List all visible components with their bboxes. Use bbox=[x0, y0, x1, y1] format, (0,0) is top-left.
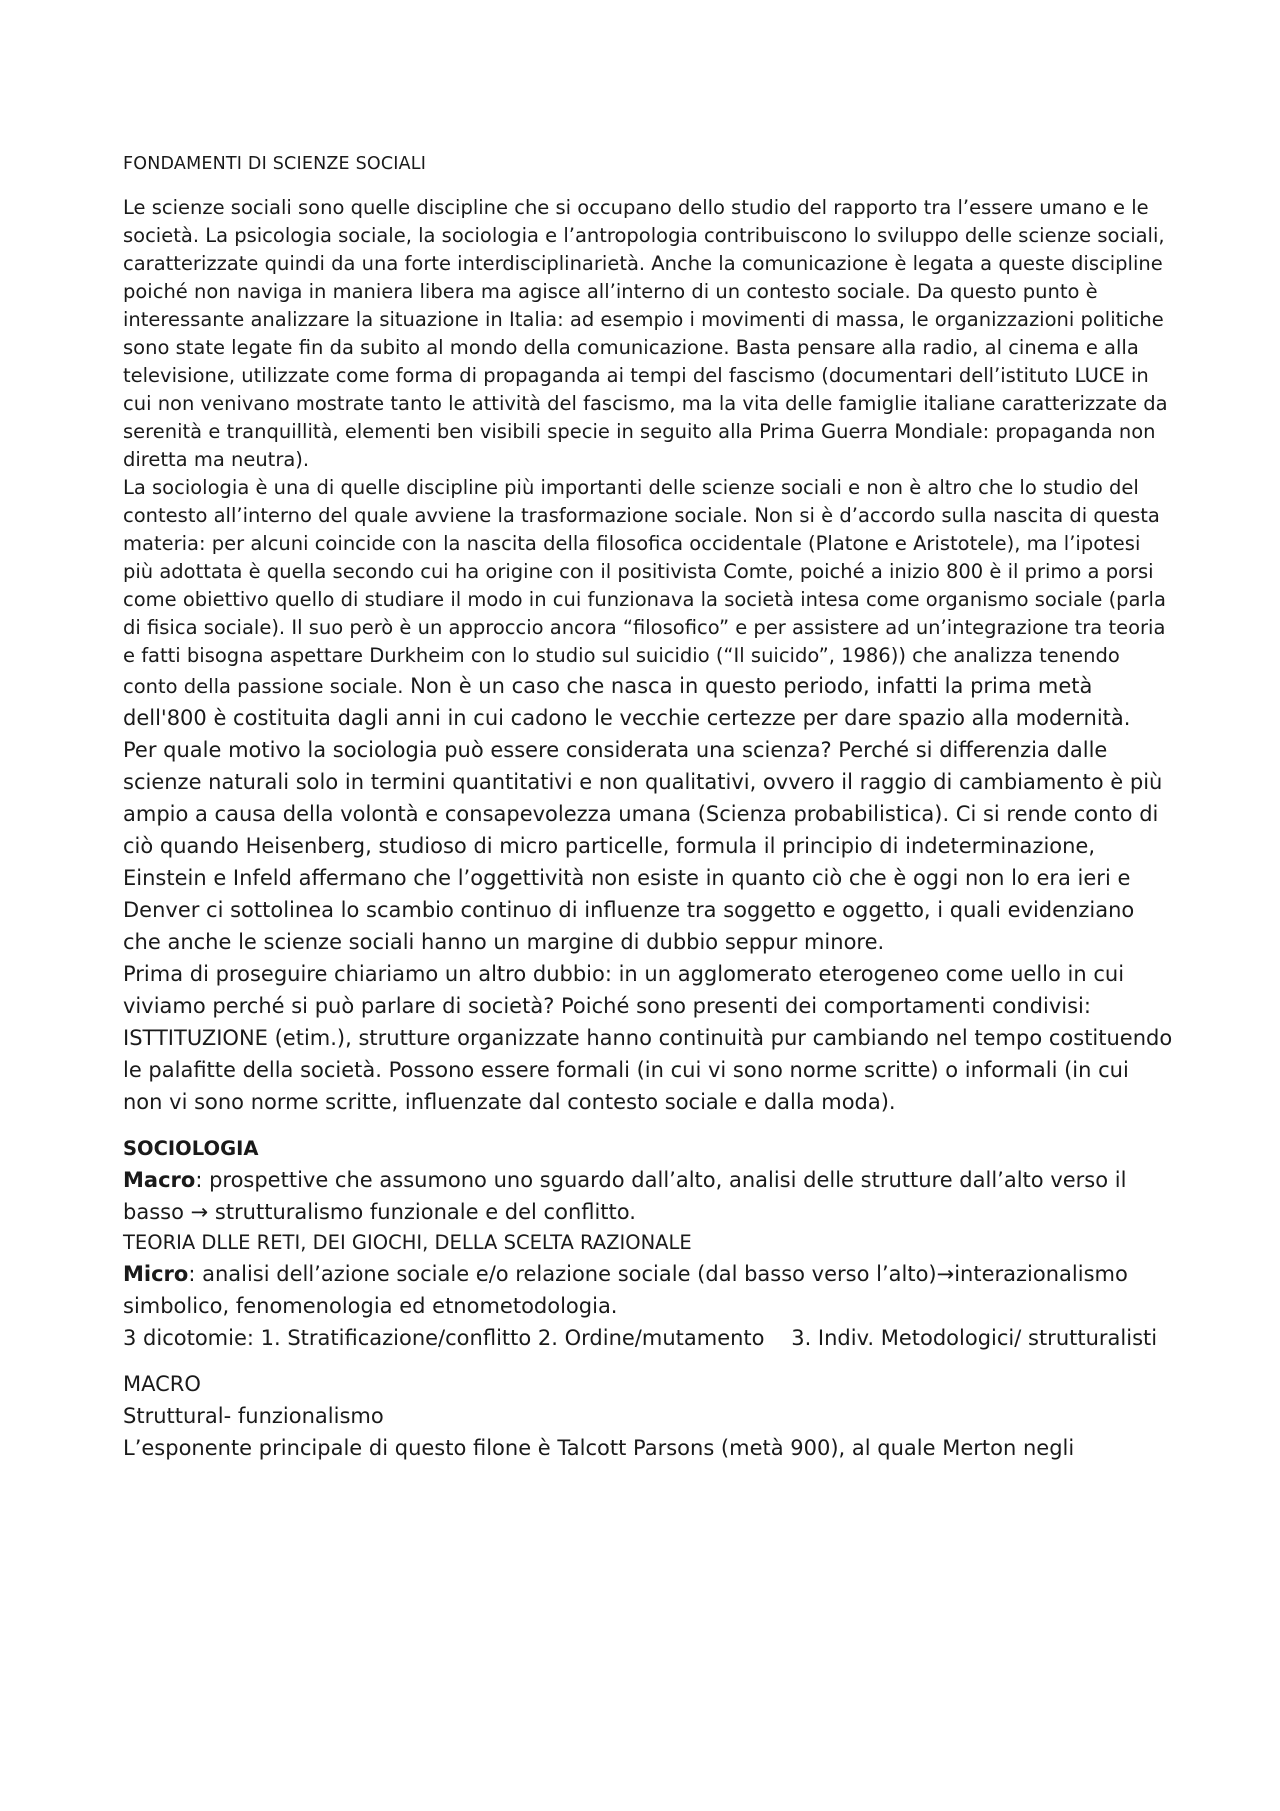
macro-section-text: L’esponente principale di questo filone è Talcott Parsons (metà 900), al quale Merton negli bbox=[123, 1436, 1075, 1460]
sociologia-heading: SOCIOLOGIA bbox=[123, 1137, 259, 1160]
paragraph-intro: Le scienze sociali sono quelle discipline che si occupano dello studio del rapporto tra l’essere umano e le società. La psicologia sociale, la sociologia e l’antropologia contribuiscono lo sviluppo delle scienze sociali, caratterizzate quindi da una forte interdisciplinarietà. Anche la comunicazione è legata a queste discipline poiché non naviga in maniera libera ma agisce all’interno di un contesto sociale. Da questo punto è interessante analizzare la situazione in Italia: ad esempio i movimenti di massa, le organizzazioni politiche sono state legate fin da subito al mondo della comunicazione. Basta pensare alla radio, al cinema e alla televisione, utilizzate come forma di propaganda ai tempi del fascismo (documentari dell’istituto LUCE in cui non venivano mostrate tanto le attività del fascismo, ma la vita delle famiglie italiane caratterizzate da serenità e tranquillità, elementi ben visibili specie in seguito alla Prima Guerra Mondiale: propaganda non diretta ma neutra). bbox=[123, 196, 1168, 471]
macro-definition bbox=[123, 1164, 1173, 1228]
paragraph-sociologia-origins-part-a: La sociologia è una di quelle discipline più importanti delle scienze sociali e non è altro che lo studio del contesto all’interno del quale avviene la trasformazione sociale. Non si è d’accordo sulla nascita di questa materia: per alcuni coincide con la nascita della filosofica occidentale (Platone e Aristotele), ma l’ipotesi più adottata è quella secondo cui ha origine con il positivista Comte, poiché a inizio 800 è il primo a porsi come obiettivo quello di studiare il modo in cui funzionava la società intesa come organismo sociale (parla di fisica sociale). Il suo però è un approccio ancora “filosofico” e per assistere ad un’integrazione tra teoria e fatti bisogna aspettare Durkheim con lo studio sul suicidio (“Il suicido”, 1986)) che analizza tenendo conto della passione sociale. bbox=[123, 476, 1166, 698]
document-page bbox=[123, 150, 1173, 1464]
micro-text: : analisi dell’azione sociale e/o relazione sociale (dal basso verso l’alto)→interazionalismo simbolico, fenomenologia ed etnometodologia. bbox=[123, 1262, 1128, 1318]
document-title: FONDAMENTI DI SCIENZE SOCIALI bbox=[123, 154, 427, 174]
macro-label: Macro bbox=[123, 1168, 196, 1192]
micro-definition bbox=[123, 1258, 1173, 1322]
theory-line: TEORIA DLLE RETI, DEI GIOCHI, DELLA SCELTA RAZIONALE bbox=[123, 1231, 692, 1254]
paragraph-sociologia-origins-part-b: Non è un caso che nasca in questo periodo, infatti la prima metà dell'800 è costituita dagli anni in cui cadono le vecchie certezze per dare spazio alla modernità. bbox=[123, 674, 1131, 730]
paragraph-istituzione: Prima di proseguire chiariamo un altro dubbio: in un agglomerato eterogeneo come uello in cui viviamo perché si può parlare di società? Poiché sono presenti dei comportamenti condivisi: ISTTITUZIONE (etim.), strutture organizzate hanno continuità pur cambiando nel tempo costituendo le palafitte della società. Possono essere formali (in cui vi sono norme scritte) o informali (in cui non vi sono norme scritte, influenzate dal contesto sociale e dalla moda). bbox=[123, 962, 1173, 1114]
micro-label: Micro bbox=[123, 1262, 189, 1286]
macro-text: : prospettive che assumono uno sguardo dall’alto, analisi delle strutture dall’alto verso il basso → strutturalismo funzionale e del conflitto. bbox=[123, 1168, 1127, 1224]
macro-section-subheading: Struttural- funzionalismo bbox=[123, 1404, 384, 1428]
dicotomie-line: 3 dicotomie: 1. Stratificazione/conflitto 2. Ordine/mutamento 3. Indiv. Metodologici/ strutturalisti bbox=[123, 1326, 1158, 1350]
paragraph-sociologia-origins bbox=[123, 474, 1173, 734]
paragraph-scienza: Per quale motivo la sociologia può essere considerata una scienza? Perché si differenzia dalle scienze naturali solo in termini quantitativi e non qualitativi, ovvero il raggio di cambiamento è più ampio a causa della volontà e consapevolezza umana (Scienza probabilistica). Ci si rende conto di ciò quando Heisenberg, studioso di micro particelle, formula il principio di indeterminazione, Einstein e Infeld affermano che l’oggettività non esiste in quanto ciò che è oggi non lo era ieri e Denver ci sottolinea lo scambio continuo di influenze tra soggetto e oggetto, i quali evidenziano che anche le scienze sociali hanno un margine di dubbio seppur minore. bbox=[123, 738, 1163, 954]
macro-section-heading: MACRO bbox=[123, 1372, 201, 1396]
